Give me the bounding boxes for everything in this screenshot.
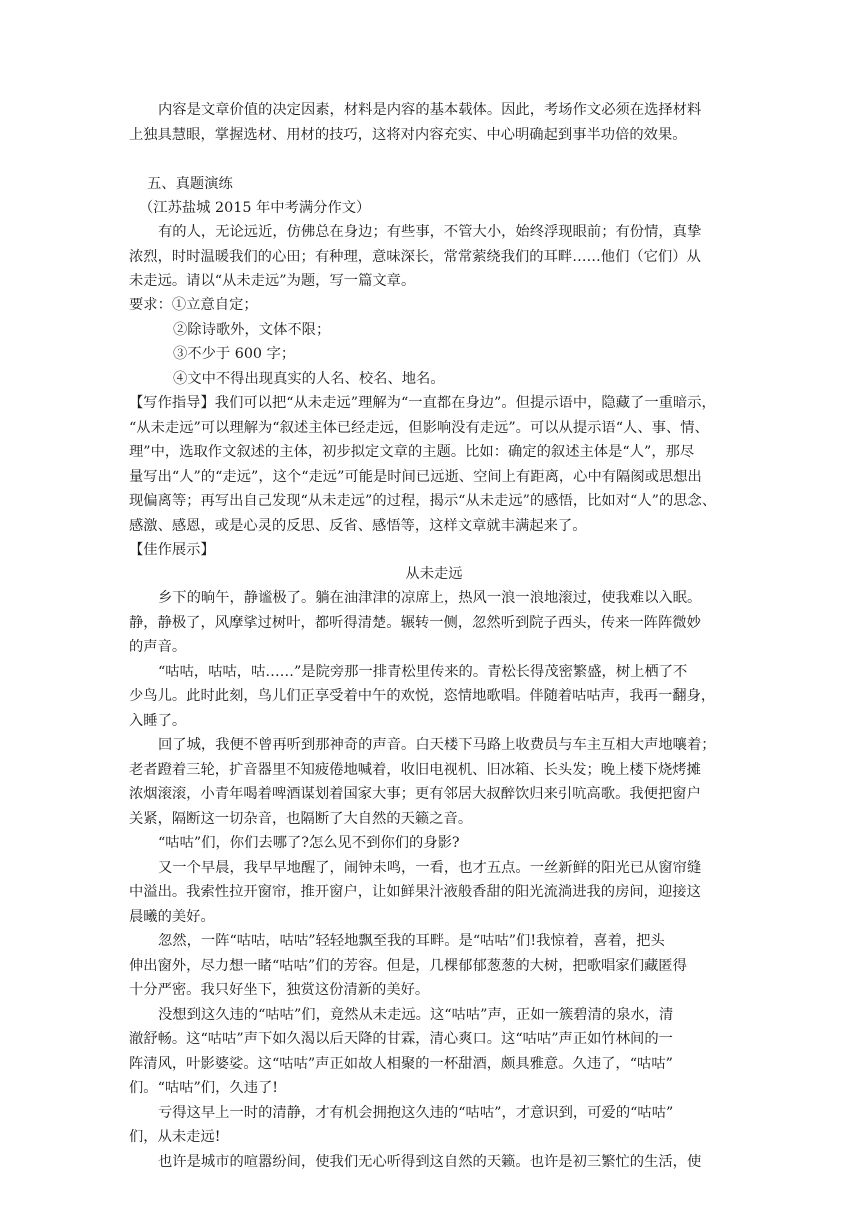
- requirement-item: ④文中不得出现真实的人名、校名、地名。: [173, 370, 445, 387]
- text-line: 有的人，无论远近，仿佛总在身边；有些事，不管大小，始终浮现眼前；有份情，真挚: [158, 224, 702, 240]
- text-line: 少鸟儿。此时此刻，鸟儿们正享受着中午的欢悦，恣情地歌唱。伴随着咕咕声，我再一翻身，: [129, 688, 716, 704]
- essay-title: 从未走远: [405, 566, 463, 582]
- requirements: [129, 293, 739, 391]
- text-line: 也许是城市的喧嚣纷间，使我们无心听得到这自然的天籁。也许是初三繁忙的生活，使: [158, 1153, 702, 1170]
- text-line: 静，静极了，风摩挲过树叶，都听得清楚。辗转一侧，忽然听到院子西头，传来一阵阵微妙: [129, 614, 701, 631]
- essay-body: [129, 586, 739, 1174]
- text-line: 忽然，一阵“咕咕，咕咕”轻轻地飘至我的耳畔。是“咕咕”们!我惊着，喜着，把头: [158, 933, 665, 949]
- source-note: （江苏盐城 2015 年中考满分作文）: [139, 200, 371, 216]
- text-line: 上独具慧眼，掌握选材、用材的技巧，这将对内容充实、中心明确起到事半功倍的效果。: [129, 126, 687, 143]
- text-line: 内容是文章价值的决定因素，材料是内容的基本载体。因此，考场作文必须在选择材料: [158, 102, 702, 118]
- section-heading: 五、真题演练: [147, 176, 233, 192]
- requirement-item: ③不少于 600 字；: [173, 346, 296, 362]
- text-line: 中溢出。我索性拉开窗帘，推开窗户，让如鲜果汁液般香甜的阳光流淌进我的房间，迎接这: [129, 884, 701, 900]
- text-line: 没想到这久违的“咕咕”们，竟然从未走远。这“咕咕”声，正如一簇碧清的泉水，清: [158, 1006, 674, 1023]
- text-line: 们。“咕咕”们，久违了!: [129, 1080, 279, 1096]
- text-line: “咕咕，咕咕，咕……”是院旁那一排青松里传来的。青松长得茂密繁盛，树上栖了不: [158, 663, 688, 680]
- text-line: 理”中，选取作文叙述的主体，初步拟定文章的主题。比如：确定的叙述主体是“人”，那尽: [129, 444, 695, 460]
- text-line: 现偏离等；再写出自己发现“从未走远”的过程，揭示“从未走远”的感悟，比如对“人”的思念、: [129, 493, 717, 509]
- text-line: 晨曦的美好。: [129, 908, 215, 925]
- text-line: 量写出“人”的“走远”，这个“走远”可能是时间已远逝、空间上有距离，心中有隔阂或思想出: [129, 468, 702, 485]
- text-line: “咕咕”们，你们去哪了?怎么见不到你们的身影?: [158, 835, 460, 851]
- showcase-label: 【佳作展示】: [129, 542, 215, 558]
- text-line: 的声音。: [129, 639, 187, 655]
- text-line: 阵清风，叶影婆娑。这“咕咕”声正如故人相聚的一杯甜酒，颇具雅意。久违了，“咕咕”: [129, 1055, 673, 1072]
- text-line: 们，从未走远!: [129, 1129, 221, 1145]
- text-line: 未走远。请以“从未走远”为题，写一篇文章。: [129, 273, 416, 289]
- text-line: “从未走远”可以理解为“叙述主体已经走远，但影响没有走远”。可以从提示语“人、事、情、: [129, 419, 709, 436]
- essay-prompt: [129, 220, 739, 294]
- text-line: 浓烟滚滚，小青年喝着啤酒谋划着国家大事；更有邻居大叔醉饮归来引吭高歌。我便把窗户: [129, 786, 701, 802]
- intro-paragraph: [129, 98, 739, 147]
- text-line: [129, 293, 739, 318]
- requirements-label: 要求：: [129, 297, 172, 313]
- text-line: 又一个早晨，我早早地醒了，闹钟未鸣，一看，也才五点。一丝新鲜的阳光已从窗帘缝: [158, 859, 702, 876]
- text-line: 亏得这早上一时的清静，才有机会拥抱这久违的“咕咕”，才意识到，可爱的“咕咕”: [158, 1104, 674, 1121]
- text-line: 【写作指导】我们可以把“从未走远”理解为“一直都在身边”。但提示语中，隐藏了一重暗示，: [129, 395, 716, 411]
- text-line: 回了城，我便不曾再听到那神奇的声音。白天楼下马路上收费员与车主互相大声地嚷着；: [158, 737, 716, 753]
- requirement-item: ①立意自定；: [171, 297, 258, 313]
- text-line: 伸出窗外，尽力想一睹“咕咕”们的芳容。但是，几棵郁郁葱葱的大树，把歌唱家们藏匿得: [129, 957, 687, 974]
- requirement-item: ②除诗歌外，文体不限；: [173, 321, 331, 338]
- text-line: 关紧，隔断这一切杂音，也隔断了大自然的天籁之音。: [129, 810, 473, 827]
- text-line: 十分严密。我只好坐下，独赏这份清新的美好。: [129, 982, 430, 998]
- text-line: 澈舒畅。这“咕咕”声下如久渴以后天降的甘霖，清心爽口。这“咕咕”声正如竹林间的一: [129, 1031, 673, 1047]
- writing-guide: [129, 391, 739, 538]
- text-line: 乡下的晌午，静谧极了。躺在油津津的凉席上，热风一浪一浪地滚过，使我难以入眠。: [158, 590, 702, 606]
- text-line: 浓烈，时时温暖我们的心田；有种理，意味深长，常常萦绕我们的耳畔……他们（它们）从: [129, 248, 701, 265]
- text-line: 老者蹬着三轮，扩音器里不知疲倦地喊着，收旧电视机、旧冰箱、长头发；晚上楼下烧烤摊: [129, 761, 701, 778]
- text-line: 感激、感恩，或是心灵的反思、反省、感悟等，这样文章就丰满起来了。: [129, 517, 587, 534]
- text-line: 入睡了。: [129, 712, 187, 729]
